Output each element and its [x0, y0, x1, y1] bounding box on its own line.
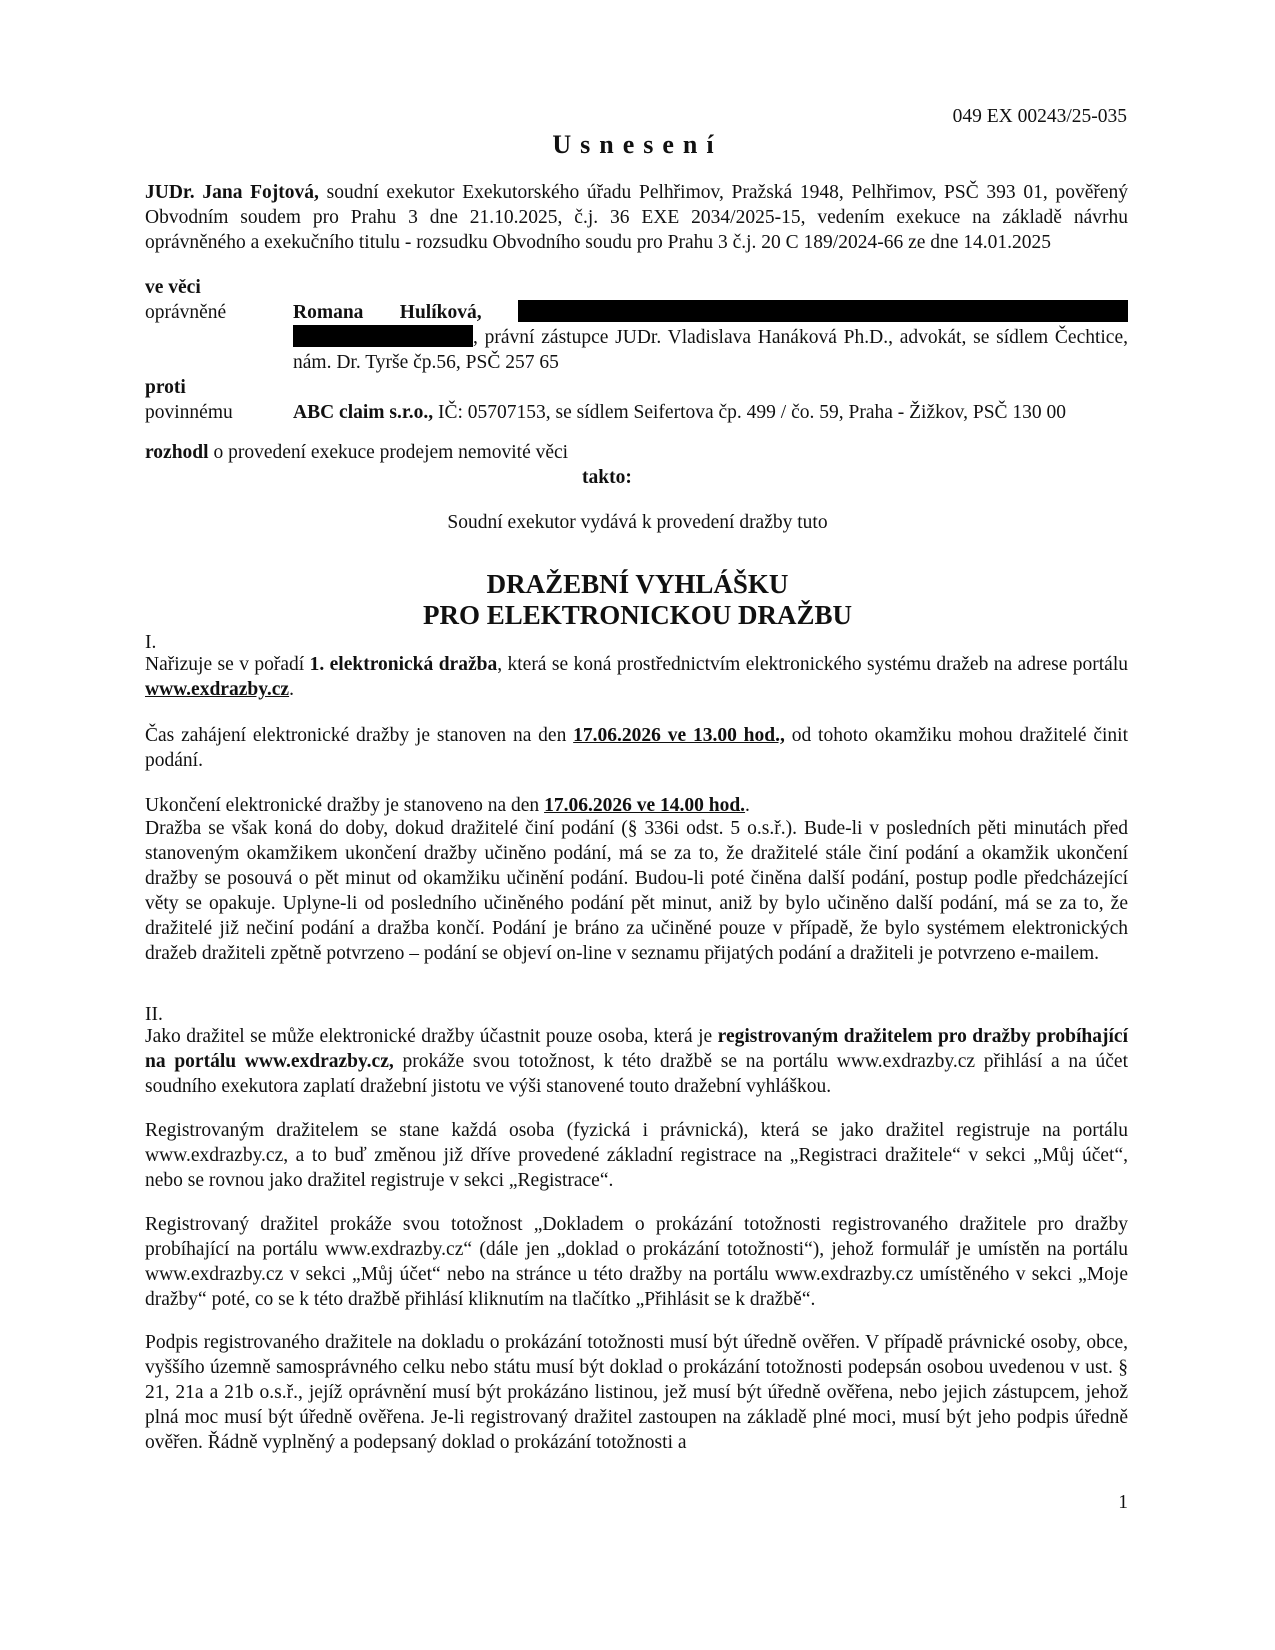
end-text-2: . [745, 795, 750, 816]
creditor-value [293, 300, 1128, 375]
section-2-numeral: II. [145, 1004, 163, 1025]
case-number: 049 EX 00243/25-035 [952, 106, 1127, 127]
document-title: Usnesení [552, 130, 723, 159]
page-number: 1 [1118, 1492, 1128, 1513]
debtor-label: povinnému [145, 402, 233, 423]
section-2-paragraph-3: Registrovaný dražitel prokáže svou totožnost „Dokladem o prokázání totožnosti registrovaného dražitele pro dražby probíhající na portálu www.exdrazby.cz“ (dále jen „doklad o prokázání totožnosti“), jehož formulář je umístěn na portálu www.exdrazby.cz v sekci „Můj účet“ nebo na stránce u této dražby na portálu www.exdrazby.cz umístěného v sekci „Moje dražby“ poté, co se k této dražbě přihlásí kliknutím na tlačítko „Přihlásit se k dražbě“. [145, 1214, 1128, 1310]
registered-bidder: registrovaným dražitelem pro dražby probíhající na portálu www.exdrazby.cz, [145, 1026, 1128, 1072]
issue-line: Soudní exekutor vydává k provedení dražby tuto [447, 512, 828, 533]
redaction-bar [293, 325, 473, 347]
start-datetime: 17.06.2026 ve 13.00 hod., [573, 725, 785, 746]
s1p1-text: Nařizuje se v pořadí [145, 654, 310, 675]
section-2-paragraph-2: Registrovaným dražitelem se stane každá osoba (fyzická i právnická), která se jako dražitel registruje na portálu www.exdrazby.cz, a to buď změnou již dříve provedené základní registrace na „Registraci dražitele“ v sekci „Můj účet“, nebo se rovnou jako dražitel registruje v sekci „Registrace“. [145, 1120, 1128, 1191]
start-text: Čas zahájení elektronické dražby je stanoven na den [145, 725, 574, 746]
creditor-label: oprávněné [145, 302, 227, 323]
auction-order: 1. elektronická dražba [309, 654, 498, 675]
intro-text: soudní exekutor Exekutorského úřadu Pelhřimov, Pražská 1948, Pelhřimov, PSČ 393 01, pověřený Obvodním soudem pro Prahu 3 dne 21.10.2025, č.j. 36 EXE 2034/2025-15, vedením exekuce na základě návrhu oprávněného a exekučního titulu - rozsudku Obvodního soudu pro Prahu 3 č.j. 20 C 189/2024-66 ze dne 14.01.2025 [145, 182, 1128, 253]
decision-line [145, 440, 1128, 465]
debtor-value [293, 400, 1128, 425]
s1p1-end: . [289, 679, 294, 700]
s2p1-text: Jako dražitel se může elektronické dražby účastnit pouze osoba, která je [145, 1026, 718, 1047]
section-1-paragraph-3 [145, 793, 1128, 818]
proti-label: proti [145, 377, 186, 398]
executor-name: JUDr. Jana Fojtová, [145, 182, 319, 203]
s1p1-text-2: , která se koná prostřednictvím elektronického systému dražeb na adrese portálu [497, 654, 1129, 675]
auction-heading-line1: DRAŽEBNÍ VYHLÁŠKU [486, 569, 789, 599]
redaction-bar [518, 300, 1128, 322]
end-text: Ukončení elektronické dražby je stanoveno na den [145, 795, 545, 816]
creditor-name: Romana Hulíková, [293, 302, 482, 323]
debtor-row [145, 400, 1128, 425]
section-1-paragraph-1 [145, 652, 1128, 702]
section-1-paragraph-2 [145, 723, 1128, 773]
rozhodl-word: rozhodl [145, 442, 209, 463]
portal-link[interactable]: www.exdrazby.cz [145, 679, 290, 700]
takto-label: takto: [582, 467, 632, 488]
section-2-paragraph-4: Podpis registrovaného dražitele na dokladu o prokázání totožnosti musí být úředně ověřen. V případě právnické osoby, obce, vyššího územně samosprávného celku nebo státu musí být doklad o prokázání totožnosti podepsán osobou uvedenou v ust. § 21, 21a a 21b o.s.ř., jejíž oprávnění musí být prokázáno listinou, jež musí být úředně ověřena, nebo jejich zástupcem, jehož plná moc musí být úředně ověřena. Je-li registrovaný dražitel zastoupen na základě plné moci, musí být jeho podpis úředně ověřen. Řádně vyplněný a podepsaný doklad o prokázání totožnosti a [145, 1332, 1128, 1453]
s2p1-text-2: prokáže svou totožnost, k této dražbě se na portálu www.exdrazby.cz přihlásí a na účet soudního exekutora zaplatí dražební jistotu ve výši stanovené touto dražební vyhláškou. [145, 1051, 1128, 1097]
creditor-rest: , právní zástupce JUDr. Vladislava Hanáková Ph.D., advokát, se sídlem Čechtice, nám. Dr. Tyrše čp.56, PSČ 257 65 [293, 327, 1128, 373]
creditor-row [145, 300, 1128, 375]
rozhodl-rest: o provedení exekuce prodejem nemovité věci [208, 442, 569, 463]
auction-heading-line2: PRO ELEKTRONICKOU DRAŽBU [422, 600, 853, 630]
end-datetime: 17.06.2026 ve 14.00 hod. [544, 795, 746, 816]
start-text-2: od tohoto okamžiku mohou dražitelé činit podání. [145, 725, 1128, 771]
section-1-numeral: I. [145, 632, 157, 653]
parties-section [145, 275, 1128, 425]
section-1-paragraph-4: Dražba se však koná do doby, dokud dražitelé činí podání (§ 336i odst. 5 o.s.ř.). Bude-li v posledních pěti minutách před stanoveným okamžikem ukončení dražby učiněno podání, má se za to, že dražitelé stále činí podání a okamžik ukončení dražby se posouvá o pět minut od okamžiku učinění podání. Budou-li poté činěna další podání, postup podle předcházející věty se opakuje. Uplyne-li od posledního učiněného podání pět minut, aniž by bylo učiněno další podání, má se za to, že dražitelé již nečiní podání a dražba končí. Podání je bráno za učiněné pouze v případě, že bylo systémem elektronických dražeb dražiteli zpětně potvrzeno – podání se objeví on-line v seznamu přijatých podání a dražiteli je potvrzeno e-mailem. [145, 818, 1128, 964]
debtor-name: ABC claim s.r.o., [293, 402, 434, 423]
intro-paragraph [145, 180, 1128, 255]
ve-veci-label: ve věci [145, 277, 201, 298]
section-2-paragraph-1 [145, 1024, 1128, 1099]
debtor-rest: IČ: 05707153, se sídlem Seifertova čp. 499 / čo. 59, Praha - Žižkov, PSČ 130 00 [433, 402, 1067, 423]
